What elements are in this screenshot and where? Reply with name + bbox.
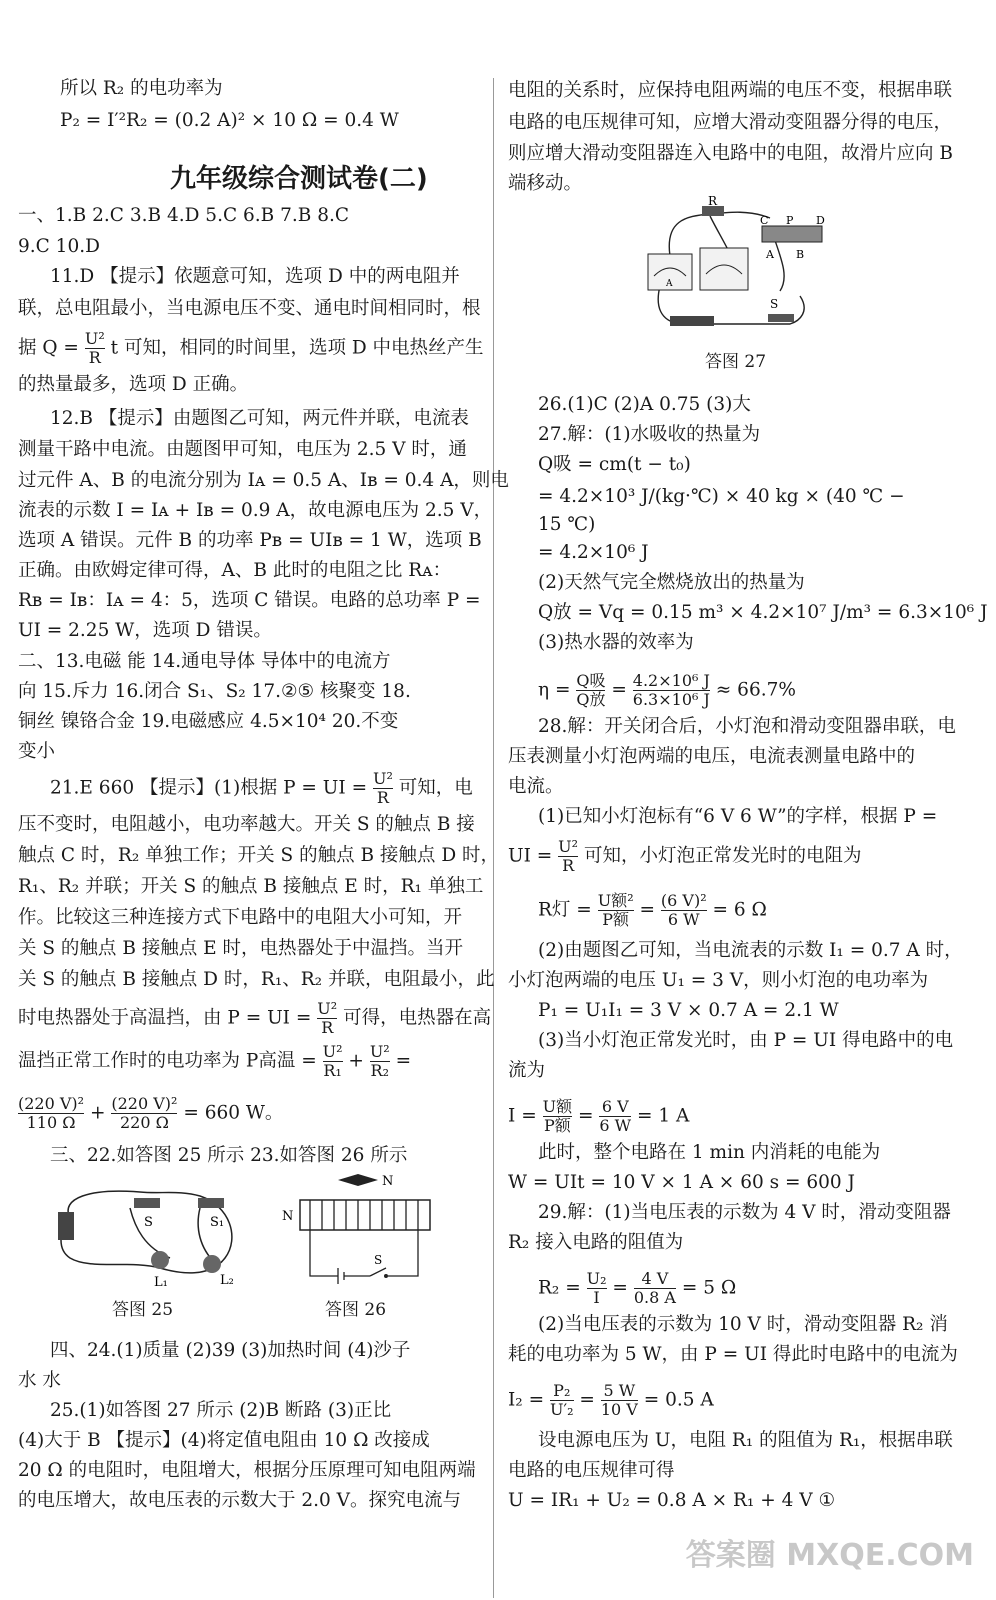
denominator: R₁ — [323, 1061, 342, 1080]
figure-label: R — [708, 196, 718, 208]
circuit-figure-27 — [640, 196, 830, 334]
text-line: R₂ 接入电路的阻值为 — [508, 1232, 684, 1253]
text-segment: 据 Q = — [18, 337, 79, 359]
text-segment: R灯 = — [538, 899, 592, 921]
formula-line — [18, 1095, 283, 1132]
text-line: 的电压增大，故电压表的示数大于 2.0 V。探究电流与 — [18, 1490, 462, 1511]
fraction — [85, 330, 105, 367]
text-line: 11.D 【提示】依题意可知，选项 D 中的两电阻并 — [50, 266, 460, 287]
text-line: (3)当小灯泡正常发光时，由 P = UI 得电路中的电 — [538, 1030, 954, 1051]
text-segment: η = — [538, 679, 571, 701]
fraction — [558, 838, 578, 875]
text-segment: 温挡正常工作时的电功率为 P高温 = — [18, 1050, 317, 1072]
text-line: 联，总电阻最小，当电源电压不变、通电时间相同时，根 — [18, 298, 481, 319]
formula-line — [508, 838, 861, 875]
denominator: 10 V — [600, 1400, 638, 1419]
text-line: 设电源电压为 U，电阻 R₁ 的阻值为 R₁，根据串联 — [538, 1430, 953, 1451]
text-segment: 21.E 660 【提示】(1)根据 P = UI = — [50, 777, 368, 799]
formula-line — [508, 1098, 689, 1135]
text-line: 测量干路中电流。由题图甲可知，电压为 2.5 V 时，通 — [18, 439, 467, 460]
text-segment: = 6 Ω — [712, 899, 767, 921]
text-line: 正确。由欧姆定律可得，A、B 此时的电阻之比 Rᴀ： — [18, 560, 452, 581]
formula-line — [18, 330, 484, 367]
text-segment: = 5 Ω — [681, 1277, 737, 1299]
denominator: R — [562, 856, 575, 875]
figure-label: P — [786, 214, 794, 227]
formula-line: 15 ℃) — [538, 514, 596, 535]
text-segment: UI = — [508, 845, 553, 867]
denominator: 6.3×10⁶ J — [632, 690, 710, 709]
text-line: 作。比较这三种连接方式下电路中的电阻大小可知，开 — [18, 907, 463, 928]
denominator: 0.8 A — [633, 1288, 676, 1307]
text-line: UI = 2.25 W，选项 D 错误。 — [18, 620, 272, 641]
rheostat-icon — [762, 226, 822, 242]
numerator: 4 V — [634, 1270, 676, 1289]
formula-line: Q放 = Vq = 0.15 m³ × 4.2×10⁷ J/m³ = 6.3×10⁶ J — [538, 602, 988, 623]
fraction — [576, 672, 605, 709]
fraction — [634, 1270, 676, 1307]
fraction — [111, 1095, 177, 1132]
plus-sign: + — [348, 1050, 364, 1072]
text-line: 选项 A 错误。元件 B 的功率 Pʙ = UIʙ = 1 W，选项 B — [18, 530, 482, 551]
text-line: 电流。 — [508, 776, 564, 797]
switch-icon — [768, 314, 794, 322]
text-segment: 可得，电热器在高 — [343, 1007, 492, 1029]
denominator: R — [88, 348, 101, 367]
text-line: 20 Ω 的电阻时，电阻增大，根据分压原理可知电阻两端 — [18, 1460, 476, 1481]
text-line: 所以 R₂ 的电功率为 — [60, 78, 223, 99]
text-segment: t 可知，相同的时间里，选项 D 中电热丝产生 — [110, 337, 484, 359]
text-segment: I₂ = — [508, 1389, 545, 1411]
column-divider — [493, 78, 494, 1598]
denominator: 6 W — [599, 1116, 632, 1135]
text-line: 过元件 A、B 的电流分别为 Iᴀ = 0.5 A、Iʙ = 0.4 A，则电 — [18, 470, 509, 491]
denominator: U′₂ — [550, 1400, 574, 1419]
text-line: (2)天然气完全燃烧放出的热量为 — [538, 572, 805, 593]
formula-line — [18, 1043, 411, 1080]
text-line: 关 S 的触点 B 接触点 E 时，电热器处于中温挡。当开 — [18, 938, 464, 959]
text-line: 则应增大滑动变阻器连入电路中的电阻，故滑片应向 B — [508, 143, 953, 164]
numerator: U₂ — [586, 1269, 607, 1288]
voltmeter-icon — [700, 248, 748, 290]
equals-sign: = — [611, 679, 627, 701]
figure-label: S₁ — [210, 1215, 225, 1230]
battery-icon — [670, 316, 714, 326]
bulb-icon — [151, 1251, 169, 1269]
equals-sign: = — [639, 899, 656, 921]
battery-icon — [58, 1212, 74, 1240]
text-segment: 时电热器处于高温挡，由 P = UI = — [18, 1007, 312, 1029]
text-line: 压表测量小灯泡两端的电压，电流表测量电路中的 — [508, 746, 916, 767]
text-line: 流表的示数 I = Iᴀ + Iʙ = 0.9 A，故电源电压为 2.5 V， — [18, 500, 493, 521]
fraction — [661, 892, 707, 929]
text-line: 12.B 【提示】由题图乙可知，两元件并联，电流表 — [50, 408, 469, 429]
figure-caption: 答图 25 — [112, 1300, 174, 1320]
numerator: (220 V)² — [18, 1094, 85, 1113]
text-segment: I = — [508, 1105, 537, 1127]
numerator: U额² — [597, 891, 634, 910]
numerator: U² — [372, 769, 393, 788]
bulb-icon — [203, 1255, 221, 1273]
denominator: 6 W — [667, 910, 700, 929]
equals-sign: = — [612, 1277, 628, 1299]
denominator: R₂ — [370, 1061, 389, 1080]
fraction — [317, 1000, 337, 1037]
formula-line: Q吸 = cm(t − t₀) — [538, 454, 691, 475]
answer-line: 二、13.电磁 能 14.通电导体 导体中的电流方 — [18, 651, 391, 672]
text-line: 此时，整个电路在 1 min 内消耗的电能为 — [538, 1142, 881, 1163]
figure-label: D — [816, 214, 825, 227]
figure-label: L₁ — [154, 1275, 168, 1290]
text-line: R₁、R₂ 并联；开关 S 的触点 B 接触点 E 时，R₁ 单独工 — [18, 876, 484, 897]
fraction — [370, 1043, 390, 1080]
figure-label: B — [796, 248, 805, 261]
formula-line — [18, 1000, 491, 1037]
figure-label: C — [760, 214, 769, 227]
answer-line: 水 水 — [18, 1370, 61, 1391]
fraction — [323, 1043, 343, 1080]
formula-line — [508, 1382, 714, 1419]
text-segment: R₂ = — [538, 1277, 581, 1299]
formula-line — [538, 892, 767, 929]
text-line: 关 S 的触点 B 接触点 D 时，R₁、R₂ 并联，电阻最小，此 — [18, 969, 495, 990]
denominator: P额 — [543, 1116, 571, 1135]
numerator: U² — [369, 1042, 390, 1061]
text-segment: 可知，电 — [398, 777, 473, 799]
text-line: 28.解：开关闭合后，小灯泡和滑动变阻器串联，电 — [538, 716, 956, 737]
denominator: Q放 — [576, 690, 606, 709]
watermark-logo: 答案圈 MXQE.COM — [685, 1538, 974, 1573]
numerator: Q吸 — [576, 671, 606, 690]
text-line: 27.解：(1)水吸收的热量为 — [538, 424, 761, 445]
denominator: 220 Ω — [119, 1113, 169, 1132]
figure-label: A — [666, 279, 673, 289]
solenoid-figure-26 — [278, 1172, 448, 1290]
circuit-figure-25 — [50, 1178, 250, 1290]
formula-line: W = UIt = 10 V × 1 A × 60 s = 600 J — [508, 1172, 855, 1193]
answer-line: 26.(1)C (2)A 0.75 (3)大 — [538, 394, 751, 415]
numerator: U² — [558, 837, 579, 856]
formula-line — [538, 672, 796, 709]
denominator: I — [593, 1288, 600, 1307]
text-line: 电路的电压规律可知，应增大滑动变阻器分得的电压， — [508, 112, 953, 133]
numerator: (220 V)² — [111, 1094, 178, 1113]
fraction — [373, 770, 393, 807]
numerator: U² — [84, 329, 105, 348]
answer-line: 四、24.(1)质量 (2)39 (3)加热时间 (4)沙子 — [50, 1340, 411, 1361]
numerator: 5 W — [601, 1382, 638, 1401]
text-line: (2)由题图乙可知，当电流表的示数 I₁ = 0.7 A 时， — [538, 940, 963, 961]
fraction — [599, 1098, 631, 1135]
formula-line: P₂ = I′²R₂ = (0.2 A)² × 10 Ω = 0.4 W — [60, 110, 399, 131]
fraction — [587, 1270, 607, 1307]
numerator: 6 V — [599, 1098, 631, 1117]
compass-needle-icon — [338, 1174, 378, 1186]
numerator: 4.2×10⁶ J — [632, 671, 710, 690]
text-line: 流为 — [508, 1060, 546, 1081]
switch-icon — [198, 1198, 224, 1208]
text-segment: = 1 A — [637, 1105, 690, 1127]
answer-line: 铜丝 镍铬合金 19.电磁感应 4.5×10⁴ 20.不变 — [18, 711, 399, 732]
fraction — [601, 1382, 638, 1419]
formula-line — [538, 1270, 736, 1307]
solenoid-core — [300, 1200, 430, 1230]
figure-label: S — [770, 297, 779, 311]
text-line: (3)热水器的效率为 — [538, 632, 694, 653]
figure-caption: 答图 26 — [325, 1300, 387, 1320]
figure-label: N — [282, 1209, 294, 1224]
text-segment: = 660 W。 — [183, 1102, 284, 1124]
answer-line: 9.C 10.D — [18, 236, 100, 257]
formula-line: U = IR₁ + U₂ = 0.8 A × R₁ + 4 V ① — [508, 1490, 836, 1511]
text-line: 小灯泡两端的电压 U₁ = 3 V，则小灯泡的电功率为 — [508, 970, 929, 991]
figure-label: A — [766, 248, 774, 261]
text-segment: ≈ 66.7% — [715, 679, 796, 701]
numerator: U² — [322, 1042, 343, 1061]
text-line: 电路的电压规律可得 — [508, 1460, 675, 1481]
denominator: 110 Ω — [26, 1113, 76, 1132]
text-line: 的热量最多，选项 D 正确。 — [18, 374, 249, 395]
text-line: (1)已知小灯泡标有“6 V 6 W”的字样，根据 P = — [538, 806, 938, 827]
figure-label: L₂ — [220, 1273, 234, 1288]
fraction — [550, 1382, 574, 1419]
answer-line: 变小 — [18, 741, 56, 762]
answer-line: 向 15.斥力 16.闭合 S₁、S₂ 17.②⑤ 核聚变 18. — [18, 681, 411, 702]
fraction — [633, 672, 710, 709]
numerator: U² — [317, 999, 338, 1018]
figure-caption: 答图 27 — [705, 352, 767, 372]
figure-label: S — [374, 1253, 383, 1267]
section-title: 九年级综合测试卷(二) — [170, 164, 428, 194]
fraction — [18, 1095, 84, 1132]
text-line: 端移动。 — [508, 173, 583, 194]
numerator: P₂ — [550, 1382, 574, 1401]
plus-sign: + — [89, 1102, 106, 1124]
formula-line — [50, 770, 473, 807]
formula-line: P₁ = U₁I₁ = 3 V × 0.7 A = 2.1 W — [538, 1000, 839, 1021]
text-segment: 可知，小灯泡正常发光时的电阻为 — [583, 845, 862, 867]
switch-icon — [134, 1198, 160, 1208]
fraction — [598, 892, 634, 929]
equals-sign: = — [395, 1050, 412, 1072]
text-line: (2)当电压表的示数为 10 V 时，滑动变阻器 R₂ 消 — [538, 1314, 948, 1335]
text-line: 触点 C 时，R₂ 单独工作；开关 S 的触点 B 接触点 D 时， — [18, 845, 500, 866]
text-segment: = 0.5 A — [643, 1389, 714, 1411]
text-line: 压不变时，电阻越小，电功率越大。开关 S 的触点 B 接 — [18, 814, 475, 835]
text-line: 耗的电功率为 5 W，由 P = UI 得此时电路中的电流为 — [508, 1344, 958, 1365]
text-line: 电阻的关系时，应保持电阻两端的电压不变，根据串联 — [508, 80, 953, 101]
text-line: Rʙ = Iʙ：Iᴀ = 4：5，选项 C 错误。电路的总功率 P = — [18, 590, 481, 611]
answer-line: 25.(1)如答图 27 所示 (2)B 断路 (3)正比 — [50, 1400, 392, 1421]
text-line: 29.解：(1)当电压表的示数为 4 V 时，滑动变阻器 — [538, 1202, 951, 1223]
answer-line: 三、22.如答图 25 所示 23.如答图 26 所示 — [50, 1145, 408, 1166]
text-line: (4)大于 B 【提示】(4)将定值电阻由 10 Ω 改接成 — [18, 1430, 430, 1451]
numerator: U额 — [542, 1097, 573, 1116]
equals-sign: = — [579, 1389, 595, 1411]
denominator: P额 — [602, 910, 630, 929]
formula-line: = 4.2×10⁶ J — [538, 542, 649, 563]
formula-line: = 4.2×10³ J/(kg·℃) × 40 kg × (40 ℃ − — [538, 486, 905, 507]
numerator: (6 V)² — [660, 891, 707, 910]
denominator: R — [376, 788, 389, 807]
fraction — [543, 1098, 573, 1135]
answer-line: 一、1.B 2.C 3.B 4.D 5.C 6.B 7.B 8.C — [18, 205, 350, 226]
figure-label: S — [144, 1215, 153, 1230]
equals-sign: = — [577, 1105, 594, 1127]
denominator: R — [321, 1018, 334, 1037]
figure-label: N — [382, 1174, 394, 1189]
